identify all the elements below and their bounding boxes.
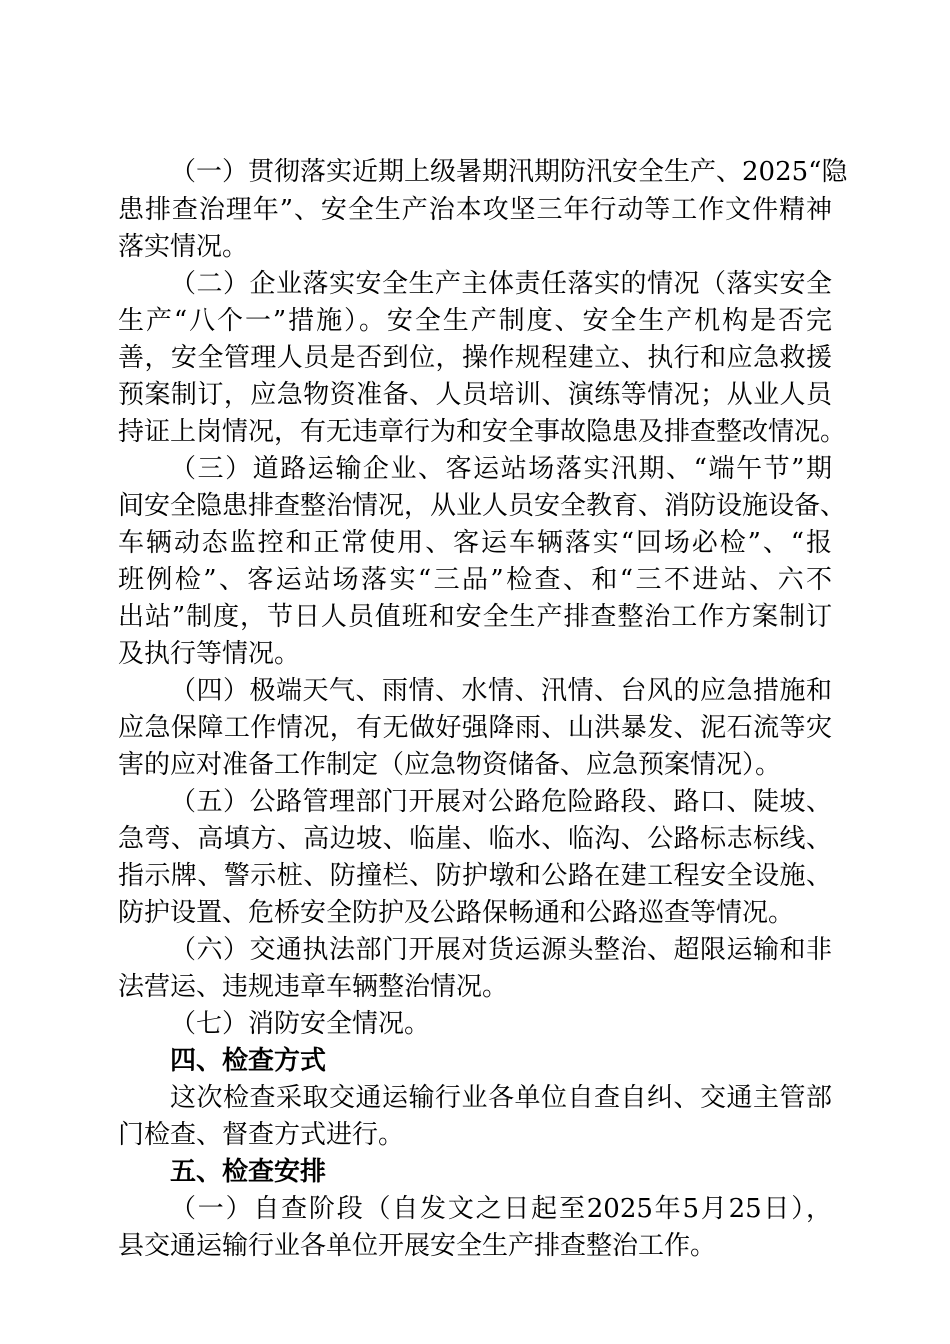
paragraph-3-line-6: 及执行等情况。	[118, 639, 301, 669]
paragraph-3-line-1: （三）道路运输企业、客运站场落实汛期、“端午节”期	[170, 454, 832, 484]
paragraph-5-line-2: 急弯、高填方、高边坡、临崖、临水、临沟、公路标志标线、	[118, 824, 832, 854]
paragraph-5-line-4: 防护设置、危桥安全防护及公路保畅通和公路巡查等情况。	[118, 898, 795, 928]
paragraph-5-line-1: （五）公路管理部门开展对公路危险路段、路口、陡坡、	[170, 787, 832, 817]
paragraph-5-line-3: 指示牌、警示桩、防撞栏、防护墩和公路在建工程安全设施、	[118, 861, 832, 891]
paragraph-4-line-2: 应急保障工作情况，有无做好强降雨、山洪暴发、泥石流等灾	[118, 713, 832, 743]
paragraph-2-line-2: 生产“八个一”措施）。安全生产制度、安全生产机构是否完	[118, 306, 832, 336]
paragraph-2-line-1: （二）企业落实安全生产主体责任落实的情况（落实安全	[170, 269, 832, 299]
paragraph-6-line-1: （六）交通执法部门开展对货运源头整治、超限运输和非	[170, 935, 832, 965]
paragraph-7-line-1: （七）消防安全情况。	[170, 1009, 431, 1039]
paragraph-6-line-2: 法营运、违规违章车辆整治情况。	[118, 972, 509, 1002]
paragraph-3-line-3: 车辆动态监控和正常使用、客运车辆落实“回场必检”、“报	[118, 528, 832, 558]
paragraph-1-line-3: 落实情况。	[118, 232, 249, 262]
paragraph-1-line-2: 患排查治理年”、安全生产治本攻坚三年行动等工作文件精神	[118, 195, 832, 225]
paragraph-2-line-5: 持证上岗情况，有无违章行为和安全事故隐患及排查整改情况。	[118, 417, 847, 447]
section-heading-inspection-method: 四、检查方式	[170, 1046, 327, 1076]
paragraph-8-line-2: 门检查、督查方式进行。	[118, 1120, 405, 1150]
paragraph-2-line-3: 善，安全管理人员是否到位，操作规程建立、执行和应急救援	[118, 343, 832, 373]
section-heading-inspection-arrangement: 五、检查安排	[170, 1157, 327, 1187]
paragraph-2-line-4: 预案制订，应急物资准备、人员培训、演练等情况；从业人员	[118, 380, 832, 410]
paragraph-1-line-1: （一）贯彻落实近期上级暑期汛期防汛安全生产、2025“隐	[170, 157, 848, 187]
paragraph-9-line-2: 县交通运输行业各单位开展安全生产排查整治工作。	[118, 1231, 717, 1261]
paragraph-4-line-1: （四）极端天气、雨情、水情、汛情、台风的应急措施和	[170, 676, 832, 706]
paragraph-3-line-4: 班例检”、客运站场落实“三品”检查、和“三不进站、六不	[118, 565, 832, 595]
paragraph-9-line-1: （一）自查阶段（自发文之日起至2025年5月25日），	[170, 1194, 832, 1224]
paragraph-4-line-3: 害的应对准备工作制定（应急物资储备、应急预案情况）。	[118, 750, 782, 780]
paragraph-3-line-5: 出站”制度，节日人员值班和安全生产排查整治工作方案制订	[118, 602, 832, 632]
paragraph-3-line-2: 间安全隐患排查整治情况，从业人员安全教育、消防设施设备、	[118, 491, 847, 521]
paragraph-8-line-1: 这次检查采取交通运输行业各单位自查自纠、交通主管部	[170, 1083, 832, 1113]
